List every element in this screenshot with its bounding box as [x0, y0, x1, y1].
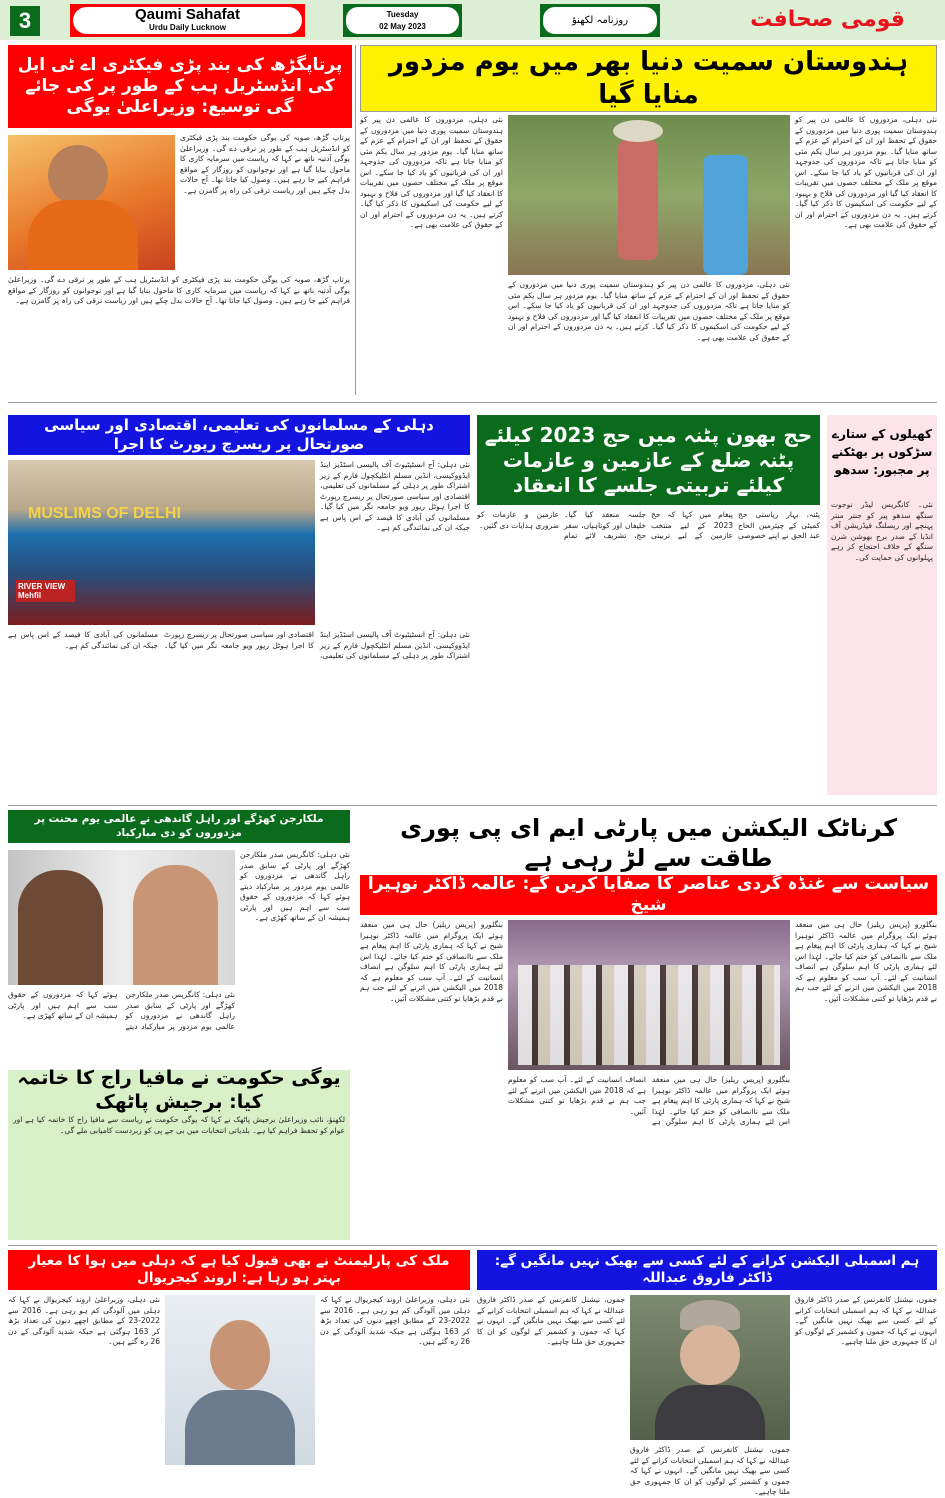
photo-yogi — [8, 135, 175, 270]
subheadline-karnataka: سیاست سے غنڈہ گردی عناصر کا صفایا کریں گے: عالمہ ڈاکٹر نوہیرا شیخ — [360, 875, 937, 915]
photo-karnataka-meeting — [508, 920, 790, 1070]
may-day-body-2: نئی دہلی، مزدوروں کا عالمی دن پیر کو ہندوستان سمیت پوری دنیا میں مزدوروں کے حقوق کے تحفظ اور ان کے احترام کے عزم کے ساتھ منایا گیا۔ یوم مزدور ہر سال یکم مئی کو منایا جاتا ہے تاکہ مزدوروں کی جدوجہد اور ان کی قربانیوں کو یاد کیا جا سکے۔ اس موقع پر ملک کے مختلف حصوں میں تقریبات کا انعقاد کیا گیا اور مزدوروں کی فلاح و بہبود کے لیے حکومت کی اسکیموں کا ذکر کیا گیا۔ کرتے ہیں۔ یہ دن مزدوروں کے احترام اور ان کے حقوق کی علامت بھی ہے۔ — [508, 280, 790, 342]
karnataka-body-2: بنگلورو (پریس ریلیز) حال ہی میں منعقد ہوئے ایک پروگرام میں عالمہ ڈاکٹر نوہیرا شیخ نے کہا کہ ہماری پارٹی کا اہم پیغام ہے ملک سے ناانصافی کو ختم کیا جائے۔ لہٰذا اس لئے ہماری پارٹی کا اہم سلوگن ہے انصاف انسانیت کے لئے۔ آپ سب کو معلوم ہے کہ 2018 میں الیکشن میں اترنے کے لئے جب ہم نے قدم بڑھایا تو کتنی مشکلات آئیں۔ — [508, 1075, 790, 1126]
photo-workers — [508, 115, 790, 275]
headline-kejriwal: ملک کی پارلیمنٹ نے بھی قبول کیا ہے کہ دہلی میں ہوا کا معیار بہتر ہو رہا ہے: اروند کیجریوال — [8, 1250, 470, 1290]
headline-may-day: ہندوستان سمیت دنیا بھر میں یوم مزدور منایا گیا — [360, 45, 937, 112]
kharge-body-1: نئی دہلی: کانگریس صدر ملکارجن کھڑگے اور پارٹی کے سابق صدر راہل گاندھی نے مزدوروں کو عالمی یوم مزدور پر مبارکباد دیتے ہوئے کہا کہ مزدوروں کے حقوق سب سے اہم ہیں اور پارٹی ہمیشہ ان کے ساتھ کھڑی ہے۔ — [240, 850, 350, 922]
pathak-body: لکھنؤ، نائب وزیراعلیٰ برجیش پاٹھک نے کہا کہ یوگی حکومت نے ریاست سے مافیا راج کا خاتمہ کیا ہے اور عوام کو تحفظ فراہم کیا ہے۔ بلدیاتی انتخابات میں بی جے پی کو زبردست کامیابی ملے گی۔ — [13, 1115, 345, 1135]
photo-farooq — [630, 1295, 790, 1440]
karnataka-body-3: بنگلورو (پریس ریلیز) حال ہی میں منعقد ہوئے ایک پروگرام میں عالمہ ڈاکٹر نوہیرا شیخ نے کہا کہ ہماری پارٹی کا اہم پیغام ہے ملک سے ناانصافی کو ختم کیا جائے۔ لہٰذا اس لئے ہماری پارٹی کا اہم سلوگن ہے انصاف انسانیت کے لئے۔ آپ سب کو معلوم ہے کہ 2018 میں الیکشن میں اترنے کے لئے جب ہم نے قدم بڑھایا تو کتنی مشکلات آئیں۔ — [795, 920, 937, 1003]
date-box — [343, 4, 462, 37]
may-day-body-3: نئی دہلی، مزدوروں کا عالمی دن پیر کو ہندوستان سمیت پوری دنیا میں مزدوروں کے حقوق کے تحفظ اور ان کے احترام کے عزم کے ساتھ منایا گیا۔ یوم مزدور ہر سال یکم مئی کو منایا جاتا ہے تاکہ مزدوروں کی جدوجہد اور ان کی قربانیوں کو یاد کیا جا سکے۔ اس موقع پر ملک کے مختلف حصوں میں تقریبات کا انعقاد کیا گیا اور مزدوروں کی فلاح و بہبود کے لیے حکومت کی اسکیموں کا ذکر کیا گیا۔ کرتے ہیں۔ یہ دن مزدوروں کے احترام اور ان کے حقوق کی علامت بھی ہے۔ — [795, 115, 937, 229]
english-subtitle: Urdu Daily Lucknow — [149, 23, 226, 32]
headline-hajj: حج بھون پٹنہ میں حج 2023 کیلئے پٹنہ ضلع کے عازمین و عازمات کیلئے تربیتی جلسے کا انعقاد — [477, 415, 820, 505]
banner-text: MUSLIMS OF DELHI — [28, 505, 181, 522]
pathak-box — [8, 1067, 350, 1240]
yogi-body-2: پرتاپ گڑھ، صوبہ کی یوگی حکومت بند پڑی فیکٹری کو انڈسٹریل ہب کے طور پر ترقی دے گی۔ وزیراعلیٰ یوگی آدتیہ ناتھ نے کہا کہ ریاست میں سرمایہ کاری کا ماحول بنایا گیا ہے اور نوجوانوں کو روزگار کے مواقع فراہم کیے جا رہے ہیں۔ وصول کیا جاتا تھا۔ آج حالات بدل چکے ہیں اور ریاست ترقی کی راہ پر گامزن ہے۔ — [8, 275, 350, 305]
farooq-body-1: جموں، نیشنل کانفرنس کے صدر ڈاکٹر فاروق عبداللہ نے کہا کہ ہم اسمبلی انتخابات کرانے کے لئے کسی سے بھیک نہیں مانگیں گے۔ انہوں نے کہا کہ جموں و کشمیر کے لوگوں کو ان کا جمہوری حق ملنا چاہیے۔ — [476, 1295, 625, 1346]
wrestlers-body: نئی۔ کانگریس لیڈر نوجوت سنگھ سدھو پیر کو جنتر منتر پہنچے اور ریسلنگ فیڈریشن آف انڈیا کے صدر برج بھوشن شرن سنگھ کے خلاف احتجاج کر رہے پہلوانوں کی حمایت کی۔ — [831, 500, 933, 562]
english-title: Qaumi Sahafat — [134, 6, 241, 23]
kejriwal-body-2: نئی دہلی، وزیراعلیٰ اروند کیجریوال نے کہا کہ دہلی میں آلودگی کم ہو رہی ہے۔ 2016 سے 2022-23 کے مطابق اچھے دنوں کی تعداد بڑھ کر 163 ہوگئی ہے جبکہ شدید آلودگی کے دن 26 رہ گئے ہیں۔ — [8, 1295, 160, 1346]
masthead — [0, 0, 945, 40]
kharge-body-2: نئی دہلی: کانگریس صدر ملکارجن کھڑگے اور پارٹی کے سابق صدر راہل گاندھی نے مزدوروں کو عالمی یوم مزدور پر مبارکباد دیتے ہوئے کہا کہ مزدوروں کے حقوق سب سے اہم ہیں اور پارٹی ہمیشہ ان کے ساتھ کھڑی ہے۔ — [8, 990, 235, 1031]
yogi-body-1: پرتاپ گڑھ، صوبہ کی یوگی حکومت بند پڑی فیکٹری کو انڈسٹریل ہب کے طور پر ترقی دے گی۔ وزیراعلیٰ یوگی آدتیہ ناتھ نے کہا کہ ریاست میں سرمایہ کاری کا ماحول بنایا گیا ہے اور نوجوانوں کو روزگار کے مواقع فراہم کیے جا رہے ہیں۔ وصول کیا جاتا تھا۔ آج حالات بدل چکے ہیں اور ریاست ترقی کی راہ پر گامزن ہے۔ — [180, 133, 350, 195]
headline-farooq: ہم اسمبلی الیکشن کرانے کے لئے کسی سے بھیک نہیں مانگیں گے: ڈاکٹر فاروق عبداللہ — [477, 1250, 937, 1290]
wrestlers-box — [827, 415, 937, 795]
day: Tuesday — [386, 10, 419, 19]
headline-yogi: پرتاپگڑھ کی بند پڑی فیکٹری اے ٹی ایل کی انڈسٹریل ہب کے طور پر کی جائے گی توسیع: وزیراعلیٰ یوگی — [8, 45, 352, 128]
edition-box — [540, 4, 660, 37]
headline-kharge: ملکارجن کھڑگے اور راہل گاندھی نے عالمی یوم محنت پر مزدوروں کو دی مبارکباد — [8, 810, 350, 843]
photo-kejriwal — [165, 1295, 315, 1465]
venue-sign: RIVER VIEW Mehfil — [16, 580, 75, 602]
page-number: 3 — [10, 6, 40, 36]
headline-wrestlers: کھیلوں کے ستارے سڑکوں پر بھٹکنے پر مجبور: سدھو — [831, 427, 933, 477]
farooq-body-3: جموں، نیشنل کانفرنس کے صدر ڈاکٹر فاروق عبداللہ نے کہا کہ ہم اسمبلی انتخابات کرانے کے لئے کسی سے بھیک نہیں مانگیں گے۔ انہوں نے کہا کہ جموں و کشمیر کے لوگوں کو ان کا جمہوری حق ملنا چاہیے۔ — [795, 1295, 937, 1346]
photo-kharge-rahul — [8, 850, 235, 985]
headline-pathak: یوگی حکومت نے مافیا راج کا خاتمہ کیا: برجیش پاٹھک — [17, 1067, 341, 1113]
kejriwal-body-1: نئی دہلی، وزیراعلیٰ اروند کیجریوال نے کہا کہ دہلی میں آلودگی کم ہو رہی ہے۔ 2016 سے 2022-23 کے مطابق اچھے دنوں کی تعداد بڑھ کر 163 ہوگئی ہے جبکہ شدید آلودگی کے دن 26 رہ گئے ہیں۔ — [320, 1295, 470, 1346]
headline-delhi-muslims: دہلی کے مسلمانوں کی تعلیمی، اقتصادی اور سیاسی صورتحال پر ریسرچ رپورٹ کا اجرا — [8, 415, 470, 455]
farooq-body-2: جموں، نیشنل کانفرنس کے صدر ڈاکٹر فاروق عبداللہ نے کہا کہ ہم اسمبلی انتخابات کرانے کے لئے کسی سے بھیک نہیں مانگیں گے۔ انہوں نے کہا کہ جموں و کشمیر کے لوگوں کو ان کا جمہوری حق ملنا چاہیے۔ — [630, 1445, 790, 1496]
headline-karnataka: کرناٹک الیکشن میں پارٹی ایم ای پی پوری طاقت سے لڑ رہی ہے — [400, 813, 897, 872]
photo-report-launch — [8, 460, 315, 625]
delhi-muslims-body-1: نئی دہلی: آج انسٹیٹیوٹ آف پالیسی اسٹڈیز اینڈ ایڈووکیسی، انڈین مسلم انٹلیکچول فارم کے زیر اشتراک طور پر دہلی کے مسلمانوں کی تعلیمی، اقتصادی اور سیاسی صورتحال پر ریسرچ رپورٹ کا اجرا ہوٹل ریور ویو جامعہ نگر میں کیا گیا۔ مسلمانوں کی آبادی کا فیصد کے اس پاس ہے جبکہ ان کی نمائندگی کم ہے۔ — [320, 460, 470, 532]
may-day-body-1: نئی دہلی، مزدوروں کا عالمی دن پیر کو ہندوستان سمیت پوری دنیا میں مزدوروں کے حقوق کے تحفظ اور ان کے احترام کے عزم کے ساتھ منایا گیا۔ یوم مزدور ہر سال یکم مئی کو منایا جاتا ہے تاکہ مزدوروں کی جدوجہد اور ان کی قربانیوں کو یاد کیا جا سکے۔ اس موقع پر ملک کے مختلف حصوں میں تقریبات کا انعقاد کیا گیا اور مزدوروں کی فلاح و بہبود کے لیے حکومت کی اسکیموں کا ذکر کیا گیا۔ کرتے ہیں۔ یہ دن مزدوروں کے احترام اور ان کے حقوق کی علامت بھی ہے۔ — [360, 115, 503, 229]
date: 02 May 2023 — [379, 22, 426, 31]
karnataka-body-1: بنگلورو (پریس ریلیز) حال ہی میں منعقد ہوئے ایک پروگرام میں عالمہ ڈاکٹر نوہیرا شیخ نے کہا کہ ہماری پارٹی کا اہم پیغام ہے ملک سے ناانصافی کو ختم کیا جائے۔ لہٰذا اس لئے ہماری پارٹی کا اہم سلوگن ہے انصاف انسانیت کے لئے۔ آپ سب کو معلوم ہے کہ 2018 میں الیکشن میں اترنے کے لئے جب ہم نے قدم بڑھایا تو کتنی مشکلات آئیں۔ — [360, 920, 503, 1003]
english-title-box — [70, 4, 305, 37]
delhi-muslims-body-2: نئی دہلی: آج انسٹیٹیوٹ آف پالیسی اسٹڈیز اینڈ ایڈووکیسی، انڈین مسلم انٹلیکچول فارم کے زیر اشتراک طور پر دہلی کے مسلمانوں کی تعلیمی، اقتصادی اور سیاسی صورتحال پر ریسرچ رپورٹ کا اجرا ہوٹل ریور ویو جامعہ نگر میں کیا گیا۔ مسلمانوں کی آبادی کا فیصد کے اس پاس ہے جبکہ ان کی نمائندگی کم ہے۔ — [8, 630, 470, 660]
edition-label: روزنامہ لکھنؤ — [543, 7, 657, 34]
logo: قومی صحافت — [750, 7, 905, 32]
hajj-body: پٹنہ، بہار ریاستی حج کمیٹی کے چیئرمین الحاج عبد الحق نے اپنے خصوصی پیغام میں کہا کہ حج 2023 کے لیے منتخب عازمین کے لیے تربیتی جلسہ منعقد کیا گیا۔ خلیفاں اور کوتاہیاں، سفر حج، تشریف لائے تمام عازمین و عازمات کو ضروری ہدایات دی گئیں۔ — [477, 510, 820, 540]
